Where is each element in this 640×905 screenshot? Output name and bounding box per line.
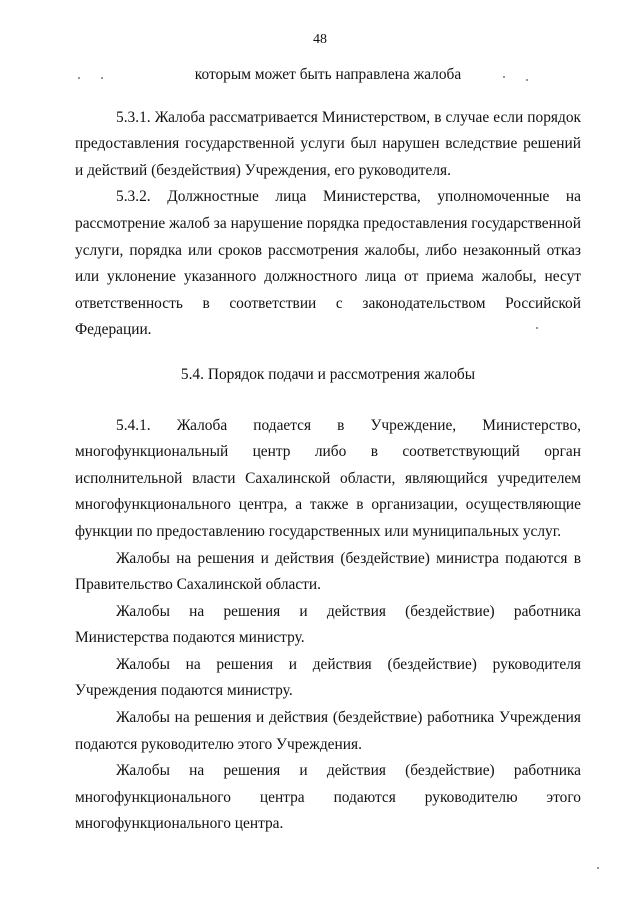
scan-speck (503, 76, 505, 78)
paragraph-mfc-line-3: многофункционального центра. (75, 815, 284, 833)
paragraph-5-3-1: 5.3.1. Жалоба рассматривается Министерством, в случае если порядок предоставления государственной услуги был нарушен вследствие решений и действий (бездействия) Учреждения, его руководителя. (75, 108, 581, 179)
scan-speck (78, 77, 80, 79)
document-body (75, 62, 581, 838)
paragraph-institution-head-complaints: Жалобы на решения и действия (бездействие) руководителя Учреждения подаются министру. (75, 655, 581, 700)
paragraph-mfc-line-1: Жалобы на решения и действия (бездействие) работника (116, 762, 581, 780)
paragraph-mfc-worker-complaints (75, 758, 581, 838)
scan-speck (536, 327, 538, 329)
paragraph-minister-complaints: Жалобы на решения и действия (бездействие) министра подаются в Правительство Сахалинской области. (75, 549, 581, 594)
paragraph-ministry-worker-complaints: Жалобы на решения и действия (бездействие) работника Министерства подаются министру. (75, 602, 581, 647)
paragraph-mfc-line-2: многофункционального центра подаются руководителю этого (75, 788, 581, 806)
section-heading-5-4: 5.4. Порядок подачи и рассмотрения жалобы (180, 365, 476, 383)
scan-speck (101, 77, 103, 79)
paragraph-institution-worker-complaints: Жалобы на решения и действия (бездействие) работника Учреждения подаются руководителю этого Учреждения. (75, 709, 581, 753)
scan-speck (597, 867, 599, 869)
paragraph-5-3-2: 5.3.2. Должностные лица Министерства, уполномоченные на рассмотрение жалоб за нарушение порядка предоставления государственной услуги, порядка или сроков рассмотрения жалобы, либо незаконный отказ или уклонение указанного должностного лица от приема жалобы, несут ответственность в соответствии с законодательством Российской Федерации. (75, 188, 581, 339)
lead-line: которым может быть направлена жалоба (194, 66, 462, 83)
page-number: 48 (313, 32, 327, 47)
scan-speck (526, 79, 528, 81)
paragraph-5-4-1: 5.4.1. Жалоба подается в Учреждение, Министерство, многофункциональный центр либо в соответствующий орган исполнительной власти Сахалинской области, являющийся учредителем многофункционального центра, а также в организации, осуществляющие функции по предоставлению государственных или муниципальных услуг. (75, 416, 581, 540)
